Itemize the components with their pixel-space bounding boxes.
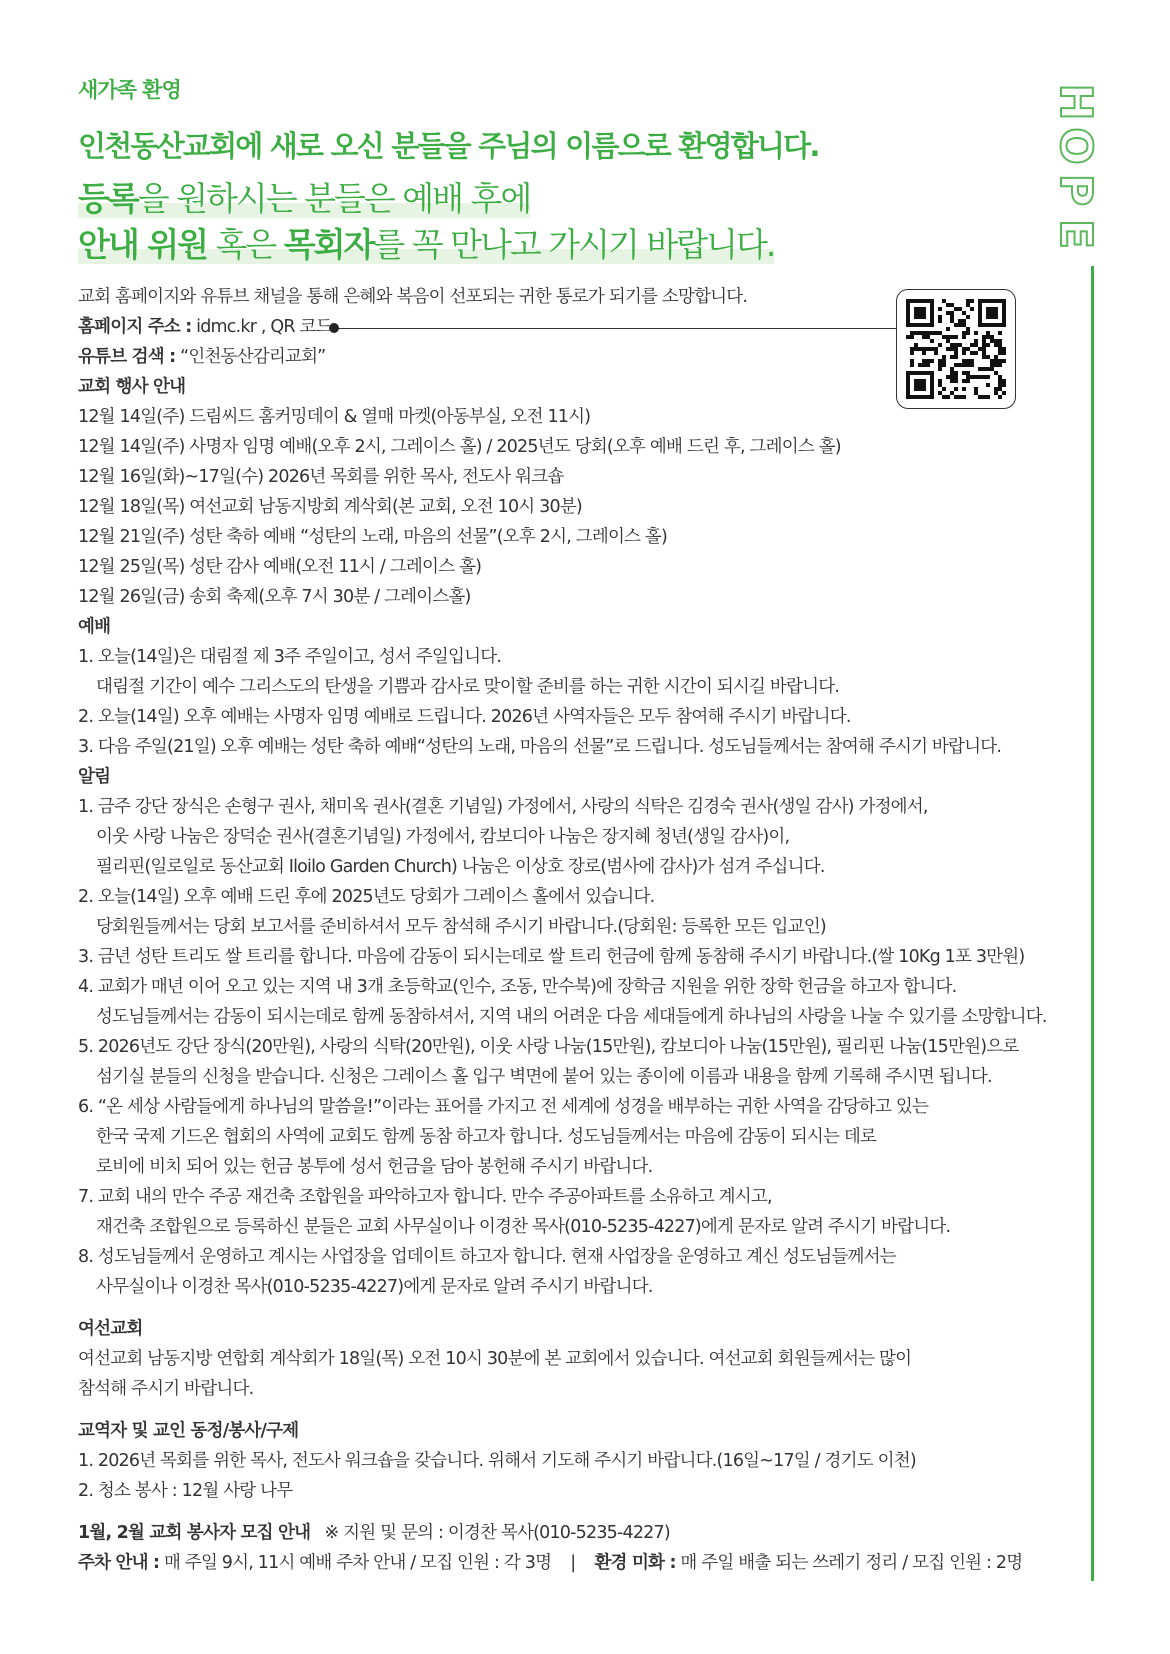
youtube-value: “인천동산감리교회” — [175, 347, 326, 367]
env-label: 환경 미화 : — [594, 1553, 676, 1573]
list-item: 당회원들께서는 당회 보고서를 준비하셔서 모두 참석해 주시기 바랍니다.(당회원: 등록한 모든 입교인) — [96, 917, 826, 937]
hope-side-title — [1050, 80, 1100, 256]
staff-title: 교역자 및 교인 동정/봉사/구제 — [78, 1421, 299, 1441]
list-item: 성도님들께서는 감동이 되시는데로 함께 동참하셔서, 지역 내의 어려운 다음 세대들에게 하나님의 사랑을 나눌 수 있기를 소망합니다. — [96, 1007, 1047, 1027]
list-item: 2. 오늘(14일) 오후 예배 드린 후에 2025년도 당회가 그레이스 홀에서 있습니다. — [78, 887, 655, 907]
homepage-label: 홈페이지 주소 : — [78, 317, 192, 337]
list-item: 필리핀(일로일로 동산교회 Iloilo Garden Church) 나눔은 이상호 장로(범사에 감사)가 섬겨 주십니다. — [96, 857, 825, 877]
list-item: 5. 2026년도 강단 장식(20만원), 사랑의 식탁(20만원), 이웃 사랑 나눔(15만원), 캄보디아 나눔(15만원), 필리핀 나눔(15만원)으로 — [78, 1037, 1019, 1057]
list-item: 12월 14일(주) 사명자 임명 예배(오후 2시, 그레이스 홀) / 2025년도 당회(오후 예배 드린 후, 그레이스 홀) — [78, 437, 841, 457]
list-item: 사무실이나 이경찬 목사(010-5235-4227)에게 문자로 알려 주시기 바랍니다. — [96, 1277, 653, 1297]
list-item: 1. 오늘(14일)은 대림절 제 3주 주일이고, 성서 주일입니다. — [78, 647, 502, 667]
intro-text: 교회 홈페이지와 유튜브 채널을 통해 은혜와 복음이 선포되는 귀한 통로가 되기를 소망합니다. — [78, 287, 748, 307]
womens-title: 여선교회 — [78, 1319, 143, 1339]
worship-list — [78, 642, 1018, 762]
list-item: 12월 21일(주) 성탄 축하 예배 “성탄의 노래, 마음의 선물”(오후 2시, 그레이스 홀) — [78, 527, 668, 547]
list-item: 4. 교회가 매년 이어 오고 있는 지역 내 3개 초등학교(인수, 조동, 만수북)에 장학금 지원을 위한 장학 헌금을 하고자 합니다. — [78, 977, 957, 997]
list-item: 대림절 기간이 예수 그리스도의 탄생을 기쁨과 감사로 맞이할 준비를 하는 귀한 시간이 되시길 바랍니다. — [96, 677, 840, 697]
list-item: 한국 국제 기드온 협회의 사역에 교회도 함께 동참 하고자 합니다. 성도님들께서는 마음에 감동이 되시는 데로 — [96, 1127, 877, 1147]
list-item: 여선교회 남동지방 연합회 계삭회가 18일(목) 오전 10시 30분에 본 교회에서 있습니다. 여선교회 회원들께서는 많이 — [78, 1349, 912, 1369]
env-text: 매 주일 배출 되는 쓰레기 정리 / 모집 인원 : 2명 — [675, 1553, 1023, 1573]
hope-letter: P — [1050, 173, 1101, 207]
list-item: 12월 18일(목) 여선교회 남동지방회 계삭회(본 교회, 오전 10시 30분) — [78, 497, 582, 517]
list-item: 12월 16일(화)~17일(수) 2026년 목회를 위한 목사, 전도사 워크숍 — [78, 467, 564, 487]
guide-rest: 를 꼭 만나고 가시기 바랍니다. — [373, 225, 775, 264]
guide-mid: 혹은 — [207, 225, 284, 264]
list-item: 12월 14일(주) 드림씨드 홈커밍데이 & 열매 마켓(아동부실, 오전 11시) — [78, 407, 591, 427]
youtube-label: 유튜브 검색 : — [78, 347, 176, 367]
list-item: 7. 교회 내의 만수 주공 재건축 조합원을 파악하고자 합니다. 만수 주공아파트를 소유하고 계시고, — [78, 1187, 772, 1207]
hope-letter: H — [1050, 83, 1101, 121]
youtube-line — [78, 342, 1018, 372]
list-item: 이웃 사랑 나눔은 장덕순 권사(결혼기념일) 가정에서, 캄보디아 나눔은 장지혜 청년(생일 감사)이, — [96, 827, 790, 847]
events-list — [78, 402, 1018, 612]
staff-list — [78, 1446, 1018, 1506]
hope-letter: O — [1050, 127, 1101, 165]
side-divider — [1091, 266, 1094, 1581]
volunteer-title: 1월, 2월 교회 봉사자 모집 안내 — [78, 1523, 311, 1543]
parking-label: 주차 안내 : — [78, 1553, 160, 1573]
list-item: 12월 26일(금) 송회 축제(오후 7시 30분 / 그레이스홀) — [78, 587, 471, 607]
parking-text: 매 주일 9시, 11시 예배 주차 안내 / 모집 인원 : 각 3명 — [159, 1553, 552, 1573]
registration-rest: 을 원하시는 분들은 예배 후에 — [137, 179, 531, 218]
list-item: 참석해 주시기 바랍니다. — [78, 1379, 254, 1399]
list-item: 2. 청소 봉사 : 12월 사랑 나무 — [78, 1481, 293, 1501]
welcome-headline: 인천동산교회에 새로 오신 분들을 주님의 이름으로 환영합니다. — [78, 129, 819, 163]
womens-list — [78, 1344, 1018, 1404]
homepage-line — [78, 312, 1018, 342]
guide-bold-2: 목회자 — [283, 225, 374, 264]
homepage-value[interactable]: idmc.kr , QR 코드 — [191, 317, 332, 337]
registration-bold: 등록 — [78, 179, 138, 218]
section-title: 새가족 환영 — [78, 78, 181, 102]
list-item: 1. 2026년 목회를 위한 목사, 전도사 워크숍을 갖습니다. 위해서 기도해 주시기 바랍니다.(16일~17일 / 경기도 이천) — [78, 1451, 916, 1471]
list-item: 3. 금년 성탄 트리도 쌀 트리를 합니다. 마음에 감동이 되시는데로 쌀 트리 헌금에 함께 동참해 주시기 바랍니다.(쌀 10Kg 1포 3만원) — [78, 947, 1025, 967]
list-item: 12월 25일(목) 성탄 감사 예배(오전 11시 / 그레이스 홀) — [78, 557, 482, 577]
separator: | — [570, 1553, 576, 1573]
list-item: 재건축 조합원으로 등록하신 분들은 교회 사무실이나 이경찬 목사(010-5235-4227)에게 문자로 알려 주시기 바랍니다. — [96, 1217, 951, 1237]
volunteer-heading-line — [78, 1518, 1018, 1548]
notices-list — [78, 792, 1047, 1302]
list-item: 6. “온 세상 사람들에게 하나님의 말씀을!”이라는 표어를 가지고 전 세계에 성경을 배부하는 귀한 사역을 감당하고 있는 — [78, 1097, 929, 1117]
list-item: 3. 다음 주일(21일) 오후 예배는 성탄 축하 예배“성탄의 노래, 마음의 선물”로 드립니다. 성도님들께서는 참여해 주시기 바랍니다. — [78, 737, 1002, 757]
hope-letter: E — [1050, 218, 1101, 250]
notices-title: 알림 — [78, 767, 111, 787]
worship-title: 예배 — [78, 617, 111, 637]
volunteer-contact: ※ 지원 및 문의 : 이경찬 목사(010-5235-4227) — [324, 1523, 670, 1543]
list-item: 2. 오늘(14일) 오후 예배는 사명자 임명 예배로 드립니다. 2026년 사역자들은 모두 참여해 주시기 바랍니다. — [78, 707, 851, 727]
list-item: 로비에 비치 되어 있는 헌금 봉투에 성서 헌금을 담아 봉헌해 주시기 바랍니다. — [96, 1157, 653, 1177]
events-title: 교회 행사 안내 — [78, 377, 186, 397]
list-item: 8. 성도님들께서 운영하고 계시는 사업장을 업데이트 하고자 합니다. 현재 사업장을 운영하고 계신 성도님들께서는 — [78, 1247, 896, 1267]
list-item: 섬기실 분들의 신청을 받습니다. 신청은 그레이스 홀 입구 벽면에 붙어 있는 종이에 이름과 내용을 함께 기록해 주시면 됩니다. — [96, 1067, 992, 1087]
list-item: 1. 금주 강단 장식은 손형구 권사, 채미옥 권사(결혼 기념일) 가정에서, 사랑의 식탁은 김경숙 권사(생일 감사) 가정에서, — [78, 797, 928, 817]
volunteer-detail-line — [78, 1548, 1023, 1578]
content-body — [78, 282, 1047, 1578]
registration-line — [78, 173, 530, 220]
guide-line — [78, 219, 774, 266]
guide-bold-1: 안내 위원 — [78, 225, 208, 264]
